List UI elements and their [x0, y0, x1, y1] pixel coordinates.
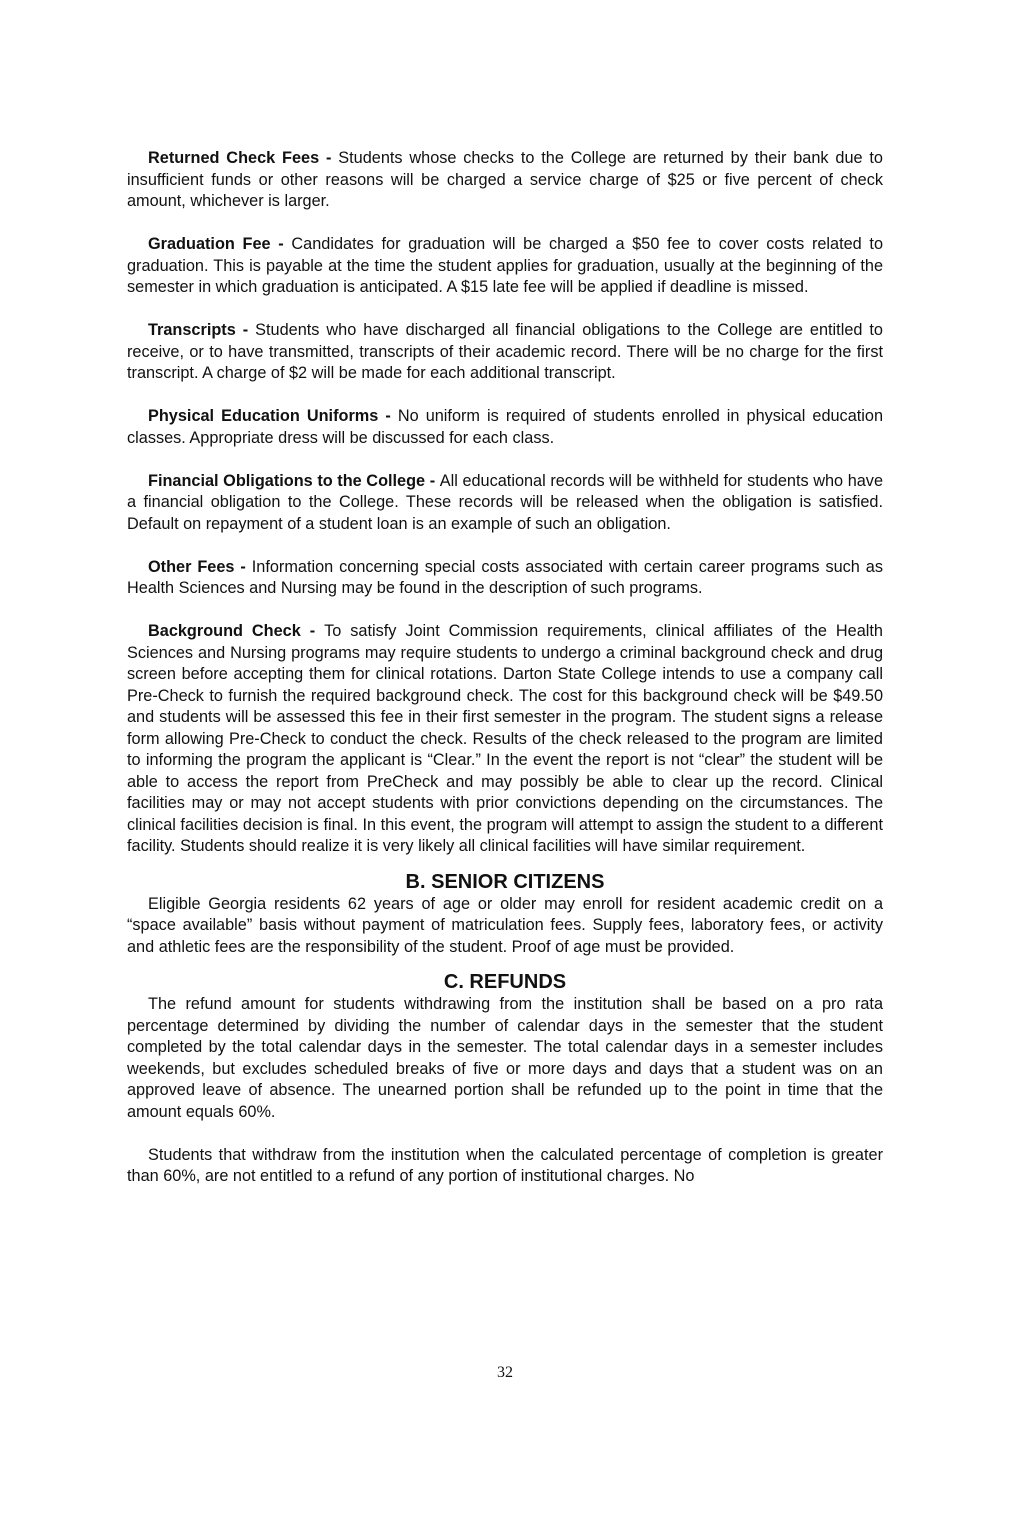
- senior-citizens-paragraph: Eligible Georgia residents 62 years of age or older may enroll for resident academic credit on a “space available” basis without payment of matriculation fees. Supply fees, laboratory fees, or activity and athletic fees are the responsibility of the student. Proof of age must be provided.: [127, 894, 883, 956]
- background-check-term: Background Check -: [148, 622, 325, 640]
- other-fees-term: Other Fees -: [148, 557, 252, 576]
- returned-check-fees-paragraph: [127, 148, 883, 213]
- page-number: 32: [497, 1364, 513, 1381]
- background-check-text: To satisfy Joint Commission requirements, clinical affiliates of the Health Sciences and Nursing programs may require students to undergo a criminal background check and drug screen before accepting them for clinical rotations. Darton State College intends to use a company call Pre-Check to furnish the required background check. The cost for this background check will be $49.50 and students will be assessed this fee in their first semester in the program. The student signs a release form allowing Pre-Check to conduct the check. Results of the check released to the program are limited to informing the program the applicant is “Clear.” In the event the report is not “clear” the student will be able to access the report from PreCheck and may possibly be able to clear up the record. Clinical facilities may or may not accept students with prior convictions depending on the circumstances. The clinical facilities decision is final. In this event, the program will attempt to assign the student to a different facility. Students should realize it is very likely all clinical facilities will have similar requirement.: [127, 622, 883, 855]
- graduation-fee-term: Graduation Fee -: [148, 235, 292, 253]
- refunds-heading: C. REFUNDS: [443, 971, 567, 993]
- financial-obligations-text: All educational records will be withheld for students who have a financial obligation to the College. These records will be released when the obligation is satisfied. Default on repayment of a student loan is an example of such an obligation.: [127, 471, 883, 533]
- senior-citizens-heading: B. SENIOR CITIZENS: [405, 870, 605, 893]
- financial-obligations-term: Financial Obligations to the College -: [148, 471, 440, 490]
- transcripts-term: Transcripts -: [148, 321, 256, 339]
- refunds-paragraph-1: The refund amount for students withdrawing from the institution shall be based on a pro rata percentage determined by dividing the number of calendar days in the semester that the student completed by the total calendar days in the semester. The total calendar days in a semester includes weekends, but excludes scheduled breaks of five or more days and days that a student was on an approved leave of absence. The unearned portion shall be refunded up to the point in time that the amount equals 60%.: [127, 995, 883, 1121]
- transcripts-paragraph: [127, 320, 883, 385]
- transcripts-text: Students who have discharged all financial obligations to the College are entitled to receive, or to have transmitted, transcripts of their academic record. There will be no charge for the first transcript. A charge of $2 will be made for each additional transcript.: [127, 321, 883, 382]
- background-check-paragraph: [127, 621, 883, 858]
- returned-check-fees-term: Returned Check Fees -: [148, 149, 339, 167]
- graduation-fee-text: Candidates for graduation will be charged a $50 fee to cover costs related to graduation. This is payable at the time the student applies for graduation, usually at the beginning of the semester in which graduation is anticipated. A $15 late fee will be applied if deadline is missed.: [127, 235, 883, 296]
- document-page: [127, 148, 883, 1188]
- pe-uniforms-text: No uniform is required of students enrolled in physical education classes. Appropriate dress will be discussed for each class.: [127, 407, 884, 447]
- graduation-fee-paragraph: [127, 234, 883, 299]
- returned-check-fees-text: Students whose checks to the College are returned by their bank due to insufficient funds or other reasons will be charged a service charge of $25 or five percent of check amount, whichever is larger.: [127, 149, 883, 210]
- financial-obligations-paragraph: [127, 471, 883, 536]
- other-fees-paragraph: [127, 557, 883, 600]
- other-fees-text: Information concerning special costs associated with certain career programs such as Health Sciences and Nursing may be found in the description of such programs.: [127, 557, 883, 597]
- pe-uniforms-term: Physical Education Uniforms -: [148, 407, 398, 425]
- refunds-paragraph-2: Students that withdraw from the institution when the calculated percentage of completion is greater than 60%, are not entitled to a refund of any portion of institutional charges. No: [127, 1145, 883, 1185]
- pe-uniforms-paragraph: [127, 406, 883, 449]
